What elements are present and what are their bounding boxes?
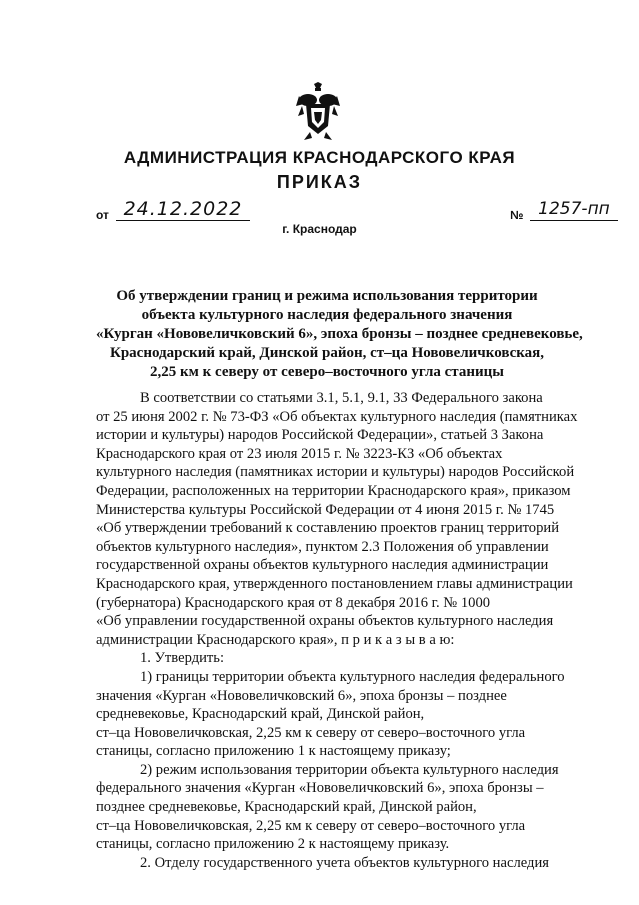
date-prefix: от: [96, 208, 109, 222]
title-line: 2,25 км к северу от северо–восточного угла станицы: [150, 364, 504, 380]
coat-of-arms-emblem: [296, 82, 340, 140]
handwritten-date: 24.12.2022: [116, 198, 250, 221]
handwritten-number: 1257-пп: [530, 198, 618, 221]
body-line: ст–ца Нововеличковская, 2,25 км к северу от северо–восточного угла: [96, 724, 526, 741]
document-type-heading: ПРИКАЗ: [276, 172, 363, 192]
body-line: государственной охраны объектов культурного наследия администрации: [96, 557, 549, 574]
title-line: Краснодарский край, Динской район, ст–ца Нововеличковская,: [109, 345, 545, 361]
body-line: ст–ца Нововеличковская, 2,25 км к северу от северо–восточного угла: [96, 817, 526, 834]
body-line: администрации Краснодарского края», п р и к а з ы в а ю:: [96, 631, 455, 648]
body-line: (губернатора) Краснодарского края от 8 декабря 2016 г. № 1000: [96, 594, 491, 611]
document-body: [96, 389, 600, 872]
body-line: истории и культуры) народов Российской Федерации», статьей 3 Закона: [96, 427, 544, 444]
body-line: от 25 июня 2002 г. № 73-ФЗ «Об объектах культурного наследия (памятниках: [96, 408, 578, 425]
body-line: позднее средневековье, Краснодарский край, Динской район,: [96, 799, 477, 816]
body-line: Краснодарского края, утвержденного постановлением главы администрации: [96, 575, 573, 592]
body-line: федерального значения «Курган «Нововеличковский 6», эпоха бронзы –: [96, 780, 544, 797]
title-line: Об утверждении границ и режима использования территории: [116, 288, 538, 304]
body-line: культурного наследия (памятниках истории и культуры) народов Российской: [96, 464, 575, 481]
body-line: В соответствии со статьями 3.1, 5.1, 9.1, 33 Федерального закона: [140, 390, 543, 406]
body-line: 1. Утвердить:: [140, 650, 225, 667]
number-prefix: №: [510, 208, 524, 222]
body-line: станицы, согласно приложению 2 к настоящему приказу.: [96, 836, 450, 853]
body-line: значения «Курган «Нововеличковский 6», эпоха бронзы – позднее: [96, 687, 507, 704]
body-line: средневековье, Краснодарский край, Динской район,: [96, 706, 425, 723]
body-line: Краснодарского края от 23 июля 2015 г. № 3223-КЗ «Об объектах: [96, 445, 503, 462]
document-title: [96, 287, 583, 382]
body-line: Министерства культуры Российской Федерации от 4 июня 2015 г. № 1745: [96, 501, 555, 518]
city-line: г. Краснодар: [282, 222, 357, 236]
body-line: 1) границы территории объекта культурного наследия федерального: [140, 668, 565, 685]
body-line: станицы, согласно приложению 1 к настоящему приказу;: [96, 743, 451, 760]
body-line: «Об утверждении требований к составлению проектов границ территорий: [96, 520, 560, 537]
body-line: «Об управлении государственной охраны объектов культурного наследия: [96, 613, 554, 630]
title-line: «Курган «Нововеличковский 6», эпоха бронзы – позднее средневековье,: [96, 326, 583, 342]
body-line: 2) режим использования территории объекта культурного наследия: [140, 761, 559, 778]
organization-heading: АДМИНИСТРАЦИЯ КРАСНОДАРСКОГО КРАЯ: [123, 148, 516, 167]
title-line: объекта культурного наследия федерального значения: [141, 307, 513, 323]
body-line: объектов культурного наследия», пунктом 2.3 Положения об управлении: [96, 538, 549, 555]
body-line: 2. Отделу государственного учета объектов культурного наследия: [140, 854, 549, 871]
body-line: Федерации, расположенных на территории Краснодарского края», приказом: [96, 482, 571, 499]
